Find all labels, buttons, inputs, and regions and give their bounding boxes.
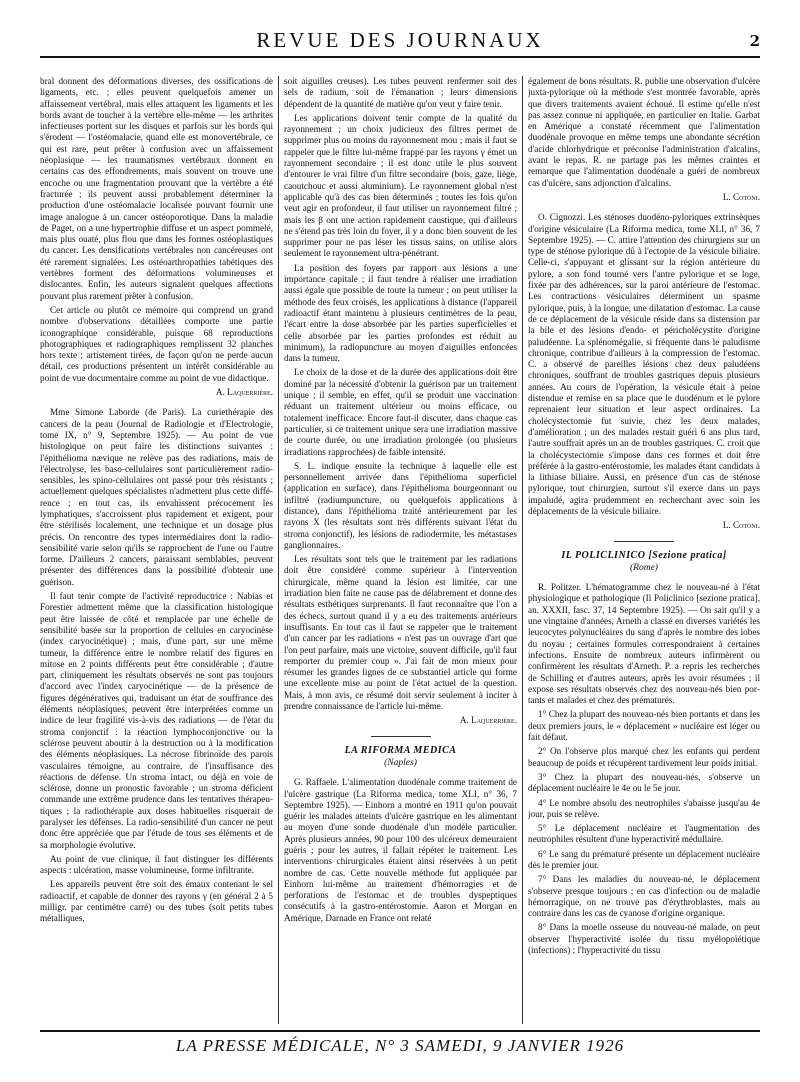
paragraph: La position des foyers par rapport aux lésions a une importance capitale ; il faut tendre à réaliser une irradiation aussi égale que possible de toute la tumeur ; on peut utiliser la méthode des feux croisés, les applications à distance (l'appareil radioactif étant maintenu à plusieurs centimètres de la peau, l'écart entre la dose absorbée par les parties superficielles et celle absorbée par les parties profondes est réduit au minimum), la radiopuncture au moyen d'aiguilles enfoncées dans la tumeur. (284, 262, 517, 364)
author-signature: L. Cotoni. (722, 191, 760, 202)
author-signature: A. Laquerrière. (459, 715, 517, 726)
list-item: 2° On l'observe plus marqué chez les enfants qui perdent beaucoup de poids et récupèrent tardivement leur poids initial. (528, 746, 760, 768)
paragraph: Cet article ou plutôt ce mémoire qui comprend un grand nombre d'observations détaillées comporte une partie iconographique considérable, puisque 68 reproductions photographiques et radiographiques remplissent 32 planches hors texte ; artistement tirées, de façon qu'on ne perde aucun détail, ces productions présentent un intérêt considérable au point de vue documentaire comme au point de vue didactique. (40, 304, 273, 383)
author-signature: A. Laquerrière. (215, 387, 273, 398)
section-divider (614, 541, 674, 542)
section-divider (371, 736, 431, 737)
paragraph: Au point de vue clinique, il faut distinguer les différents aspects : ulcération, masse volumineuse, forme infiltrante. (40, 853, 273, 876)
paragraph: Le choix de la dose et de la durée des applications doit être dominé par la nécessité d'obtenir la guérison par un traitement unique ; il semble, en effet, qu'il se produit une vaccination réduant un traitement ultérieur ou moins efficace, ou totalement inefficace. Encore faut-il discuter, dans chaque cas particulier, si ce traitement unique sera une irradiation massive de courte durée, ou une irradiation prolongée (ou plusieurs irradiations rapprochées) de faible intensité. (284, 367, 517, 457)
paragraph: Les appareils peuvent être soit des émaux contenant le sel radioactif, et capable de donner des rayons γ (en général 2 à 5 milligr. par centimètre carré) ou des tubes (soit petits tubes métalliques, (40, 879, 273, 924)
page-header (40, 26, 760, 58)
list-item: 4° Le nombre absolu des neutrophiles s'abaisse jusqu'au 4e jour, puis se relève. (528, 797, 760, 819)
article-lead: Mme Simone Laborde (de Paris). La curiethérapie des cancers de la peau (Journal de Radiologie et d'Electrologie, tome IX, n° 9, Septembre 1925). — Au point de vue histologique on peut faire les distinctions suivantes : l'épithélioma nævique ne relève pas des radiations, mais de l'électrolyse, les baso-cellulaires sont particulièrement radio-sensibles, les spino-cellulaires ont passé pour très résistants ; actuellement quelques spécialistes n'admettent plus cette différence ; en tout cas, ils envahissent précocement les lymphatiques, s'accroissent plus rapidement et exigent, pour être stérilisés localement, une technique et un dosage plus précis. On rencontre des types intermédiaires dont la radio-sensibilité varie selon qu'ils se rapprochent de l'une ou l'autre forme. D'ailleurs 2 cancers, paraissant semblables, peuvent présenter des différences dans la possibilité d'obtenir une guérison. (40, 407, 273, 587)
journal-section-city: (Rome) (630, 562, 658, 573)
list-item: 7° Dans les maladies du nouveau-né, le déplacement s'observe presque toujours ; en cas d'infection ou de maladie hémorragique, on ne trouve pas d'érythroblastes, mais au contraire dans les cas de cyanose d'origine organique. (528, 874, 760, 919)
journal-section-city: (Naples) (384, 757, 417, 768)
page-title: REVUE DES JOURNAUX (256, 28, 544, 52)
page-number: 2 (749, 32, 760, 50)
footer-masthead: LA PRESSE MÉDICALE, N° 3 SAMEDI, 9 JANVIER 1926 (175, 1036, 625, 1055)
column-rule-2 (522, 76, 523, 1024)
article-lead: R. Politzer. L'hématogramme chez le nouveau-né à l'état physiologique et pathologique (Il Policlinico [sezione pratica], an. XXXII, fasc. 37, 14 Septembre 1925). — On sait qu'il y a une vingtaine d'années, Arneth a classé en diverses variétés les leucocytes polynucléaires du sang d'après le nombre des lobes du noyau ; certaines formules correspondraient à certaines infections. Ensuite de nombreux auteurs infirmèrent ou confirmèrent les résultats d'Arneth. P. a repris les recherches de Schilling et d'autres auteurs, après les avoir résumées ; il expose ses résultats observés chez des nouveau-nés bien portants et malades et chez des prématurés. (528, 582, 760, 706)
page-footer (40, 1030, 760, 1060)
list-item: 1° Chez la plupart des nouveau-nés bien portants et dans les deux premiers jours, le « déplacement » nucléaire est léger ou fait défaut. (528, 709, 760, 743)
article-lead: G. Raffaele. L'alimentation duodénale comme traitement de l'ulcère gastrique (La Riforma medica, tome XLI, n° 36, 7 Septembre 1925). — Einhorn a montré en 1911 qu'on pouvait guérir les malades atteints d'ulcère gastrique en les alimentant au moyen d'une sonde duodénale d'un modèle particulier. Après plusieurs années, 90 pour 100 des ulcéreux demeuraient guéris ; pour les autres, il fallait répéter le traitement. Les interventions chirurgicales étaient ainsi réservées à un petit nombre de cas. Cette nouvelle méthode fut appliquée par Einhorn lui-même au traitement d'hémorragies et de perforations de l'estomac et de troubles dyspeptiques consécutifs à la gastro-entérostomie. Aaron et Morgan en Amérique, Darnade en France ont relaté (284, 777, 517, 923)
journal-section-title: IL POLICLINICO [Sezione pratica] (561, 549, 727, 561)
paragraph: soit aiguilles creuses). Les tubes peuvent renfermer soit des sels de radium, soit de l'émanation ; leurs dimensions dépendent de la quantité de matière qu'on veut y faire tenir. (284, 76, 517, 109)
list-item: 8° Dans la moelle osseuse du nouveau-né malade, on peut observer l'hyperactivité isolée du tissu myélopoïétique (infections) ; l'hyperactivité du tissu (528, 922, 760, 956)
journal-section-title: LA RIFORMA MEDICA (344, 744, 457, 756)
list-item: 3° Chez la plupart des nouveau-nés, s'observe un déplacement nucléaire le 4e ou le 5e jour. (528, 771, 760, 794)
paragraph: bral donnent des déformations diverses, des ossifications de ligaments, etc. ; elles peuvent quelquefois amener un affaissement vertébral, mais elles attaquent les ligaments et les bords avant de toucher à la vertèbre elle-même — les arthrites infectieuses portent sur les disques et parfois sur les bords qui s'érodent — l'ostéomalacie, quand elle est monovertébrale, ce qui est rare, peut prêter à confusion avec un affaissement néoplasique — les traumatismes vertébraux donnent en certains cas des effondrements, mais souvent on trouve une encoche ou une fragmentation prouvant que la vertèbre a été fracturée ; ils peuvent aussi probablement déterminer la production d'une ostéomalacie localisée pouvant fournir une image analogue à un cancer ostéoporotique. Dans la maladie de Paget, on a une hypertrophie diffuse et un aspect pommelé, mais plus ouaté, plus flou que dans les formes ostéoplastiques du cancer. Les densifications vertébrales non cancéreuses ont été rarement signalées. Les ostéoarthropathies tabétiques des vertèbres forment des déformations volumineuses et dislocantes. Enfin, les auteurs signalent quelques affections pouvant plus rarement prêter à confusion. (40, 76, 273, 301)
paragraph: Il faut tenir compte de l'activité reproductrice : Nabias et Forestier admettent même que la classification histologique peut être laissée de côté et remplacée par une échelle de sensibilité basée sur la proportion de cellules en caryocinèse (index caryocinétique) ; mais, d'une part, sur une même tumeur, la différence entre le nombre relatif des figures en mitose en 2 points différents peut être considérable ; d'autre part, cliniquement les résultats observés ne sont pas toujours d'accord avec l'index caryocinétique — de la présence de figures dégénératives qui, traduisant un état de souffrance des éléments néoplasiques, peuvent être interprétées comme un indice de leur fragilité vis-à-vis des radiations — de l'état du stroma conjonctif : la réaction lymphoconjonctive ou la sclérose peuvent aboutir à la destruction ou à la modification des éléments néoplasiques. La nécrose fibrinoïde des parois vasculaires témoigne, au contraire, de l'insuffisance des réactions de défense. Un stroma intact, ou déjà en voie de sclérose, donne un pronostic favorable ; un stroma déficient commande une extrême prudence dans les tentatives thérapeutiques ; la radiothérapie aux doses habituelles risquerait de paralyser les défenses. La radio-sensibilité d'un cancer ne peut donc être appréciée que par l'étude de tous ses éléments et de sa morphologie évolutive. (40, 591, 273, 850)
list-item: 6° Le sang du prématuré présente un déplacement nucléaire dès le premier jour. (528, 848, 760, 870)
column-rule-1 (278, 76, 279, 1024)
paragraph: également de bons résultats. R. publie une observation d'ulcère juxta-pylorique où la méthode s'est montrée favorable, après que divers traitements avaient échoué. Il estime qu'elle n'est pas assez connue ni appliquée, en particulier en Italie. Garbat en Amérique a constaté récemment que l'alimentation duodénale provoque en même temps une abondante sécrétion d'acide chlorhydrique et préconise l'administration d'alcalins, avant le repas. R. ne partage pas les mêmes craintes et remarque que l'alimentation duodénale a guéri de nombreux cas d'ulcère, sans adjonction d'alcalins. (528, 76, 760, 188)
column-1 (40, 76, 273, 1024)
article-lead: O. Cignozzi. Les sténoses duodéno-pyloriques extrinsèques d'origine vésiculaire (La Riforma medica, tome XLI, n° 36, 7 Septembre 1925). — C. attire l'attention des chirurgiens sur un type de sténose pylorique dû à l'ectopie de la vésicule biliaire. Celle-ci, s'appuyant et glissant sur la région antérieure du pylore, a son fond tourné vers l'antre pylorique et se loge, fixée par des adhérences, sur la paroi antérieure de l'estomac. Les contractions vésiculaires déterminent un spasme pylorique, puis, à la longue, une dilatation d'estomac. La cause de ce déplacement de la vésicule réside dans sa distension par la bile et des lésions d'endo- et péricholécystite d'origine paludéenne. La splénomégalie, si fréquente dans le paludisme chronique, contribue d'ailleurs à la compression de l'estomac. C. a observé de pareilles lésions chez deux paludéens chroniques, souffrant de troubles gastriques depuis plusieurs années. Au cours de l'opération, la vésicule était à peine distendue et remise en sa place que le duodénum et le pylore reprenaient leur situation et leur aspect ordinaires. La cholécystectomie fut suivie, chez les deux malades, d'amélioration ; un des malades restait guéri 6 ans plus tard, l'autre souffrait après un an de troubles gastriques. C. croit que la cholécystectomie s'impose dans ces formes et doit être préférée à la gastro-entérostomie, les malades étant candidats à la lithiase biliaire. Aussi, en présence d'un cas de sténose pylorique, tout chirurgien, surtout s'il exerce dans un pays impaludé, agira prudemment en recherchant avec soin les déplacements de la vésicule biliaire. (528, 212, 760, 516)
paragraph: Les résultats sont tels que le traitement par les radiations doit être considéré comme supérieur à l'intervention chirurgicale, même quand la lésion est limitée, car une irradiation bien faite ne cause pas de délabrement et donne des résultats esthétiques surprenants. Il faut reconnaître que l'on a des échecs, surtout quand il y a eu des traitements antérieurs insuffisants. En tout cas il faut se rappeler que le traitement d'un cancer par les radiations « n'est pas un ouvrage d'art que l'on peut parfaire, mais une victoire, souvent difficile, qu'il faut remporter du premier coup ». J'ai fait de mon mieux pour résumer les grandes lignes de ce substantiel article qui forme une excellente mise au point de l'état actuel de la question. Mais, à mon avis, ce résumé doit servir seulement à inciter à prendre connaissance de l'article lui-même. (284, 554, 517, 712)
list-item: 5° Le déplacement nucléaire et l'augmentation des neutrophiles résultent d'une hyperactivité médullaire. (528, 823, 760, 845)
paragraph: S. L. indique ensuite la technique à laquelle elle est personnellement arrivée dans l'épithélioma superficiel (application en surface), dans l'épithélioma bourgeonnant ou infiltré (radiumpuncture, ou quelquefois applications à distance), dans l'épithélioma traité antérieurement par les rayons X (les résultats sont très différents suivant l'état du stroma conjonctif), les lésions de radiodermite, les métastases ganglionnaires. (284, 460, 517, 550)
column-3 (528, 76, 760, 1024)
author-signature: L. Cotoni. (722, 520, 760, 531)
column-2 (284, 76, 517, 1024)
paragraph: Les applications doivent tenir compte de la qualité du rayonnement ; un choix judicieux des filtres permet de supprimer plus ou moins du rayonnement mou ; mais il faut se rappeler que le filtre lui-même frappé par les rayons γ émet un rayonnement secondaire ; il est donc utile le plus souvent d'entourer le vrai filtre d'un filtre secondaire (bois, gaze, liège, caoutchouc et aussi aluminium). Le rayonnement global n'est applicable qu'à des cas bien déterminés ; toutes les fois qu'on veut agir en profondeur, il faut utiliser un rayonnement filtré ; mais les β ont une action rapidement caustique, qui d'ailleurs ne s'étend pas très loin du foyer, il y a donc bien souvent de les supprimer pour ne pas léser les tissus sains, on utilise alors seulement le rayonnement ultra-pénétrant. (284, 112, 517, 259)
